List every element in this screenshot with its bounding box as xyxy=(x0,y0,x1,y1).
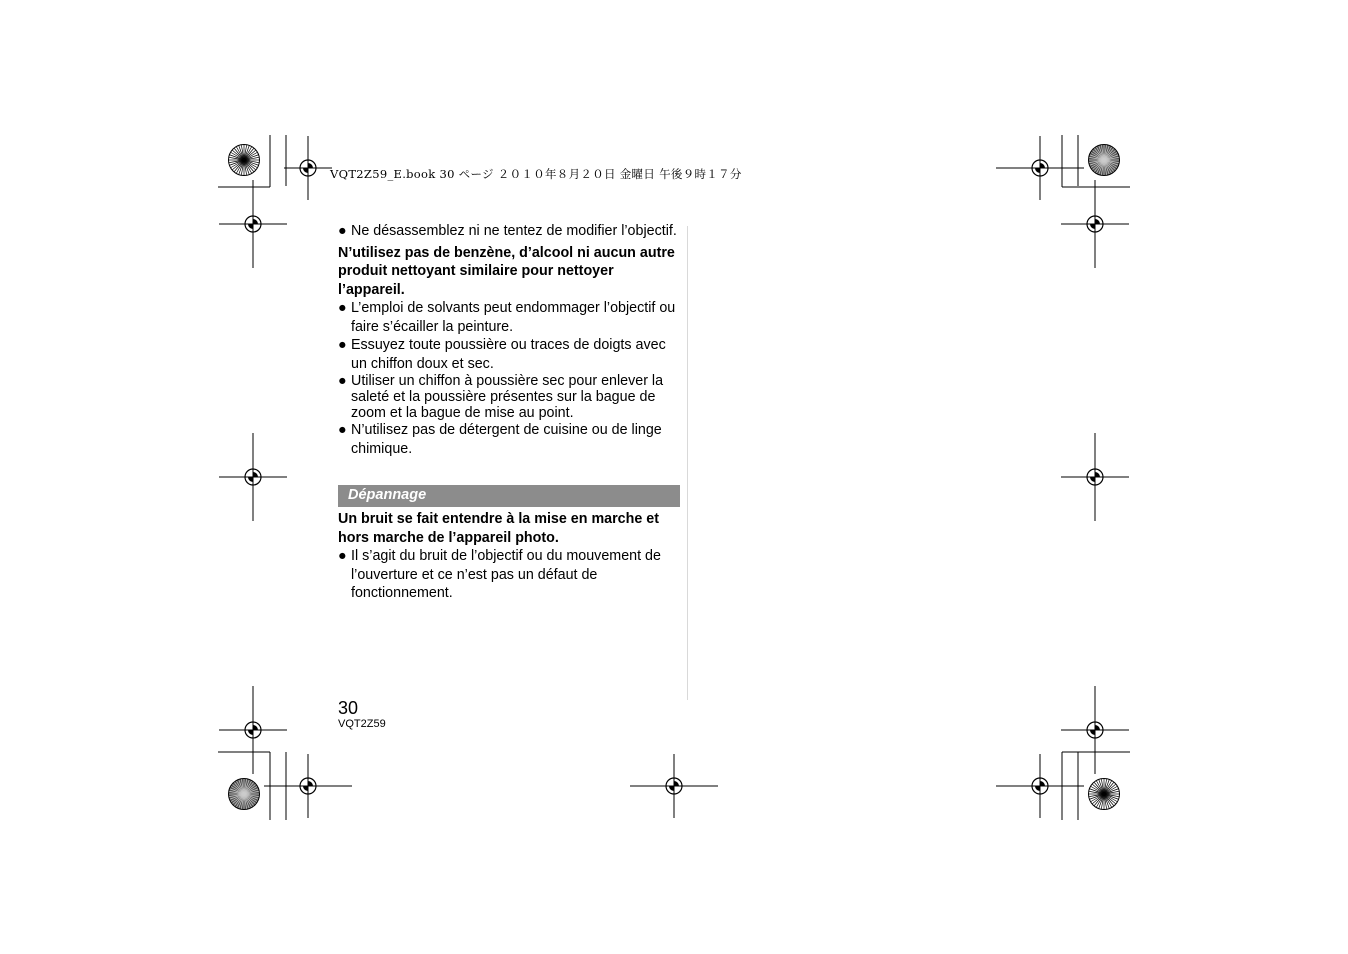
cleaning-heading: N’utilisez pas de benzène, d’alcool ni aucun autre produit nettoyant similaire pour nettoyer l’appareil. xyxy=(338,244,675,298)
page-number: 30 xyxy=(338,698,359,718)
list-item xyxy=(338,421,680,458)
bullet-icon: ● xyxy=(338,548,347,564)
registration-quadrant xyxy=(1090,477,1095,482)
intro-bullet-text: Ne désassemblez ni ne tentez de modifier l’objectif. xyxy=(351,223,677,239)
list-item xyxy=(338,373,680,421)
column-divider xyxy=(687,226,688,700)
registration-quadrant xyxy=(248,730,253,735)
registration-quadrant xyxy=(248,477,253,482)
registration-quadrant xyxy=(308,781,313,786)
bullet-icon: ● xyxy=(338,300,347,316)
model-code: VQT2Z59 xyxy=(338,718,386,730)
registration-quadrant xyxy=(1095,219,1100,224)
registration-quadrant xyxy=(1040,781,1045,786)
registration-quadrant xyxy=(303,168,308,173)
list-item xyxy=(338,547,680,603)
registration-quadrant xyxy=(1035,168,1040,173)
registration-quadrant xyxy=(303,786,308,791)
cleaning-bullet-text: L’emploi de solvants peut endommager l’objectif ou faire s’écailler la peinture. xyxy=(351,300,676,335)
registration-quadrant xyxy=(1090,224,1095,229)
cleaning-bullet-text: Essuyez toute poussière ou traces de doigts avec un chiffon doux et sec. xyxy=(351,337,666,372)
registration-quadrant xyxy=(253,725,258,730)
cleaning-bullet-text: N’utilisez pas de détergent de cuisine ou de linge chimique. xyxy=(351,422,662,457)
registration-quadrant xyxy=(248,224,253,229)
trouble-bullet-text: Il s’agit du bruit de l’objectif ou du mouvement de l’ouverture et ce n’est pas un défaut de fonctionnement. xyxy=(351,548,661,601)
bullet-icon: ● xyxy=(338,223,347,239)
registration-quadrant xyxy=(1040,163,1045,168)
list-item xyxy=(338,299,680,336)
registration-quadrant xyxy=(308,163,313,168)
list-item xyxy=(338,336,680,373)
print-slug: VQT2Z59_E.book 30 ページ ２０１０年８月２０日 金曜日 午後９時１７分 xyxy=(330,167,742,181)
registration-quadrant xyxy=(669,786,674,791)
registration-quadrant xyxy=(1095,725,1100,730)
text-column xyxy=(338,222,680,603)
registration-quadrant xyxy=(253,472,258,477)
bullet-icon: ● xyxy=(338,422,347,438)
cleaning-bullet-text: Utiliser un chiffon à poussière sec pour enlever la saleté et la poussière présentes sur la bague de zoom et la bague de mise au point. xyxy=(351,373,664,421)
list-item xyxy=(338,222,680,241)
registration-quadrant xyxy=(1035,786,1040,791)
section-title-bar: Dépannage xyxy=(338,485,680,507)
bullet-icon: ● xyxy=(338,373,347,389)
trouble-heading: Un bruit se fait entendre à la mise en marche et hors marche de l’appareil photo. xyxy=(338,511,659,546)
bullet-icon: ● xyxy=(338,337,347,353)
registration-quadrant xyxy=(1095,472,1100,477)
registration-quadrant xyxy=(674,781,679,786)
registration-quadrant xyxy=(253,219,258,224)
registration-quadrant xyxy=(1090,730,1095,735)
